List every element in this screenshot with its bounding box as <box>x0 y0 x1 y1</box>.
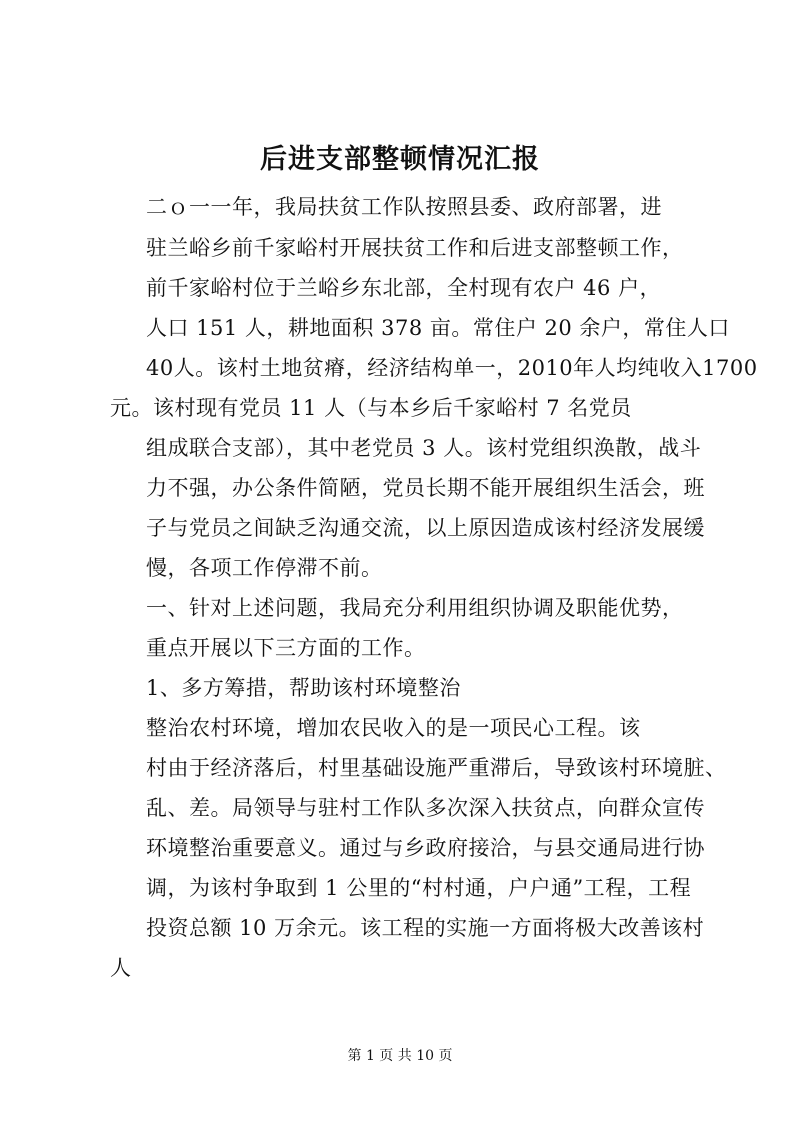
body-line: 人 <box>110 956 132 980</box>
body-line: 整治农村环境，增加农民收入的是一项民心工程。该 <box>146 716 641 740</box>
body-line: 环境整治重要意义。通过与乡政府接洽，与县交通局进行协 <box>146 836 705 860</box>
body-line: 投资总额 10 万余元。该工程的实施一方面将极大改善该村 <box>146 916 705 940</box>
body-line: 调，为该村争取到 1 公里的“村村通，户户通”工程，工程 <box>146 876 692 900</box>
body-line: 一、针对上述问题，我局充分利用组织协调及职能优势， <box>146 596 684 620</box>
body-line: 人口 151 人，耕地面积 378 亩。常住户 20 余户，常住人口 <box>146 316 730 340</box>
body-line: 前千家峪村位于兰峪乡东北部，全村现有农户 46 户， <box>146 276 662 300</box>
body-line: 慢，各项工作停滞不前。 <box>146 556 383 580</box>
body-line: 力不强，办公条件简陋，党员长期不能开展组织生活会，班 <box>146 476 705 500</box>
body-line: 驻兰峪乡前千家峪村开展扶贫工作和后进支部整顿工作， <box>146 236 684 260</box>
document-title: 后进支部整顿情况汇报 <box>260 144 540 175</box>
body-line: 组成联合支部），其中老党员 3 人。该村党组织涣散，战斗 <box>146 436 702 460</box>
body-line: 子与党员之间缺乏沟通交流，以上原因造成该村经济发展缓 <box>146 516 705 540</box>
body-line: 元。该村现有党员 11 人（与本乡后千家峪村 7 名党员 <box>110 396 632 420</box>
page-footer: 第 1 页 共 10 页 <box>347 1048 453 1064</box>
body-line: 40人。该村土地贫瘠，经济结构单一，2010年人均纯收入1700 <box>146 356 758 380</box>
body-line: 村由于经济落后，村里基础设施严重滞后，导致该村环境脏、 <box>146 756 727 780</box>
body-line: 乱、差。局领导与驻村工作队多次深入扶贫点，向群众宣传 <box>146 796 705 820</box>
section-heading: 1、多方筹措，帮助该村环境整治 <box>146 676 461 700</box>
body-line: 重点开展以下三方面的工作。 <box>146 636 426 660</box>
body-line: 二ｏ一一年，我局扶贫工作队按照县委、政府部署，进 <box>146 195 662 219</box>
